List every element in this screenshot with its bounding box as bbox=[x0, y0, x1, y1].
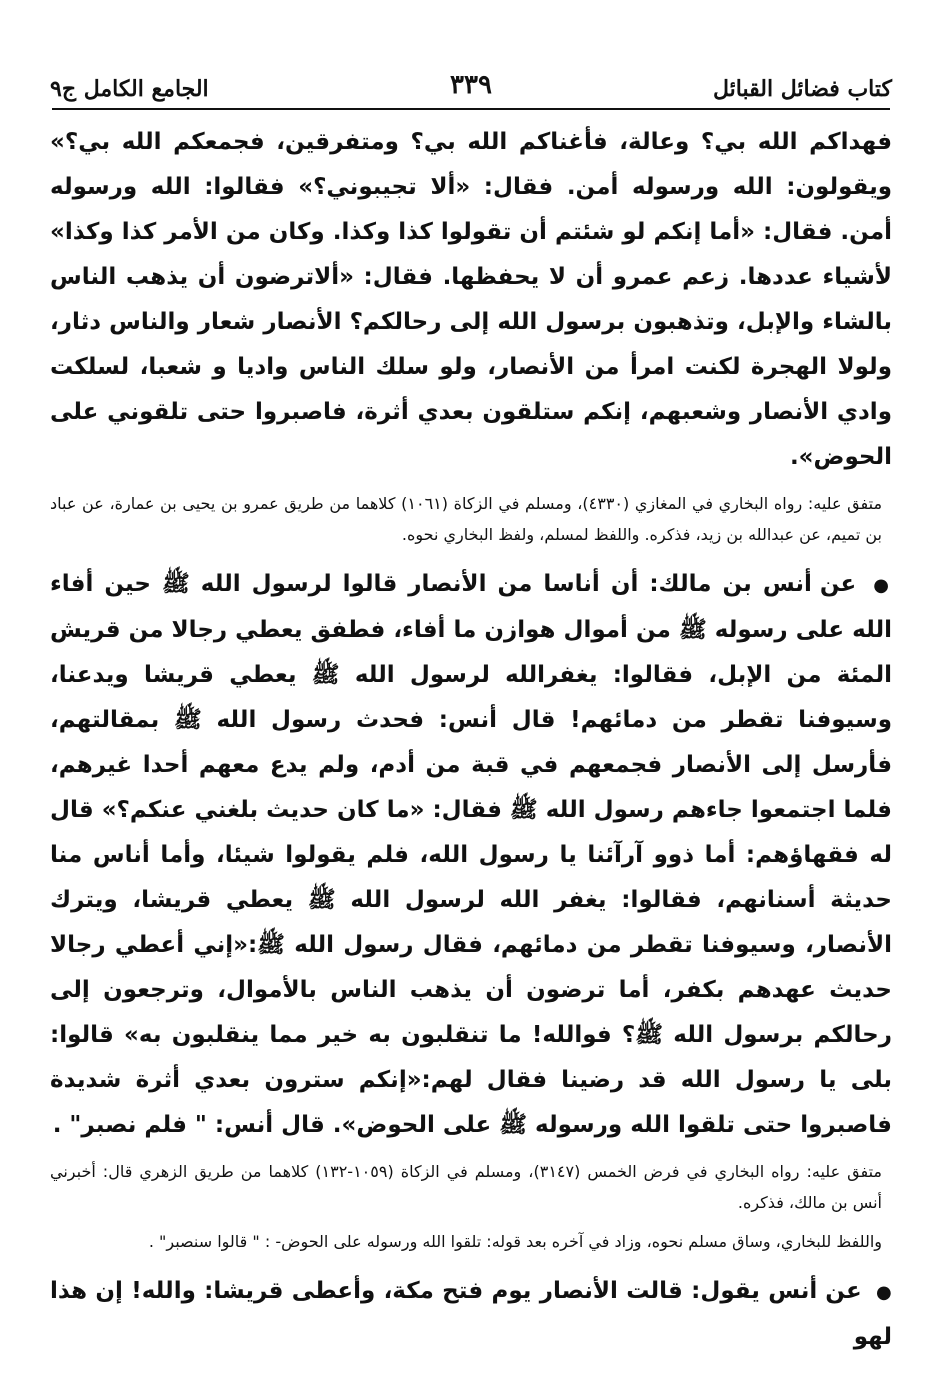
main-paragraph bbox=[50, 1269, 892, 1360]
main-paragraph bbox=[50, 120, 892, 480]
paragraph-text: عن أنس بن مالك: أن أناسا من الأنصار قالوا لرسول الله ﷺ حين أفاء الله على رسوله ﷺ من أموال هوازن ما أفاء، فطفق يعطي رجالا من قريش المئة من الإبل، فقالوا: يغفرالله لرسول الله ﷺ يعطي قريشا ويدعنا، وسيوفنا تقطر من دمائهم! قال أنس: فحدث رسول الله ﷺ بمقالتهم، فأرسل إلى الأنصار فجمعهم في قبة من أدم، ولم يدع معهم أحدا غيرهم، فلما اجتمعوا جاءهم رسول الله ﷺ فقال: «ما كان حديث بلغني عنكم؟» قال له فقهاؤهم: أما ذوو آرآئنا يا رسول الله، فلم يقولوا شيئا، وأما أناس منا حديثة أسنانهم، فقالوا: يغفر الله لرسول الله ﷺ يعطي قريشا، ويترك الأنصار، وسيوفنا تقطر من دمائهم، فقال رسول الله ﷺ:«إني أعطي رجالا حديث عهدهم بكفر، أما ترضون أن يذهب الناس بالأموال، وترجعون إلى رحالكم برسول الله ﷺ؟ فوالله! ما تنقلبون به خير مما ينقلبون به» قالوا: بلى يا رسول الله قد رضينا فقال لهم:«إنكم سترون بعدي أثرة شديدة فاصبروا حتى تلقوا الله ورسوله ﷺ على الحوض». قال أنس: " فلم نصبر" . bbox=[50, 571, 892, 1138]
note-text: واللفظ للبخاري، وساق مسلم نحوه، وزاد في آخره بعد قوله: تلقوا الله ورسوله على الحوض- : " قالوا سنصبر" . bbox=[148, 1232, 882, 1251]
paragraph-text: عن أنس يقول: قالت الأنصار يوم فتح مكة، وأعطى قريشا: والله! إن هذا لهو bbox=[50, 1278, 892, 1350]
bullet-icon: ● bbox=[876, 1282, 892, 1303]
note-text: متفق عليه: رواه البخاري في فرض الخمس (٣١٤٧)، ومسلم في الزكاة (١٠٥٩-١٣٢) كلاهما من طريق الزهري قال: أخبرني أنس بن مالك، فذكره. bbox=[50, 1162, 882, 1212]
main-paragraph bbox=[50, 562, 892, 1148]
page-body bbox=[50, 120, 892, 1360]
header-rule bbox=[52, 108, 890, 110]
book-title: كتاب فضائل القبائل bbox=[713, 76, 892, 102]
page-number: ٣٣٩ bbox=[450, 70, 492, 100]
takhrij-note bbox=[50, 1156, 892, 1218]
note-text: متفق عليه: رواه البخاري في المغازي (٤٣٣٠)، ومسلم في الزكاة (١٠٦١) كلاهما من طريق عمرو بن يحيى بن عمارة، عن عباد بن تميم، عن عبدالله بن زيد، فذكره. واللفظ لمسلم، ولفظ البخاري نحوه. bbox=[50, 494, 883, 544]
takhrij-note bbox=[50, 1226, 892, 1257]
volume-title: الجامع الكامل ج٩ bbox=[50, 76, 209, 102]
page-header bbox=[50, 56, 892, 102]
bullet-icon: ● bbox=[873, 575, 892, 596]
takhrij-note bbox=[50, 488, 892, 550]
paragraph-text: فهداكم الله بي؟ وعالة، فأغناكم الله بي؟ ومتفرقين، فجمعكم الله بي؟» ويقولون: الله ورسوله أمن. فقال: «ألا تجيبوني؟» فقالوا: الله ورسوله أمن. فقال: «أما إنكم لو شئتم أن تقولوا كذا وكذا. وكان من الأمر كذا وكذا» لأشياء عددها. زعم عمرو أن لا يحفظها. فقال: «ألاترضون أن يذهب الناس بالشاء والإبل، وتذهبون برسول الله إلى رحالكم؟ الأنصار شعار والناس دثار، ولولا الهجرة لكنت امرأ من الأنصار، ولو سلك الناس واديا و شعبا، لسلكت وادي الأنصار وشعبهم، إنكم ستلقون بعدي أثرة، فاصبروا حتى تلقوني على الحوض». bbox=[50, 129, 892, 470]
